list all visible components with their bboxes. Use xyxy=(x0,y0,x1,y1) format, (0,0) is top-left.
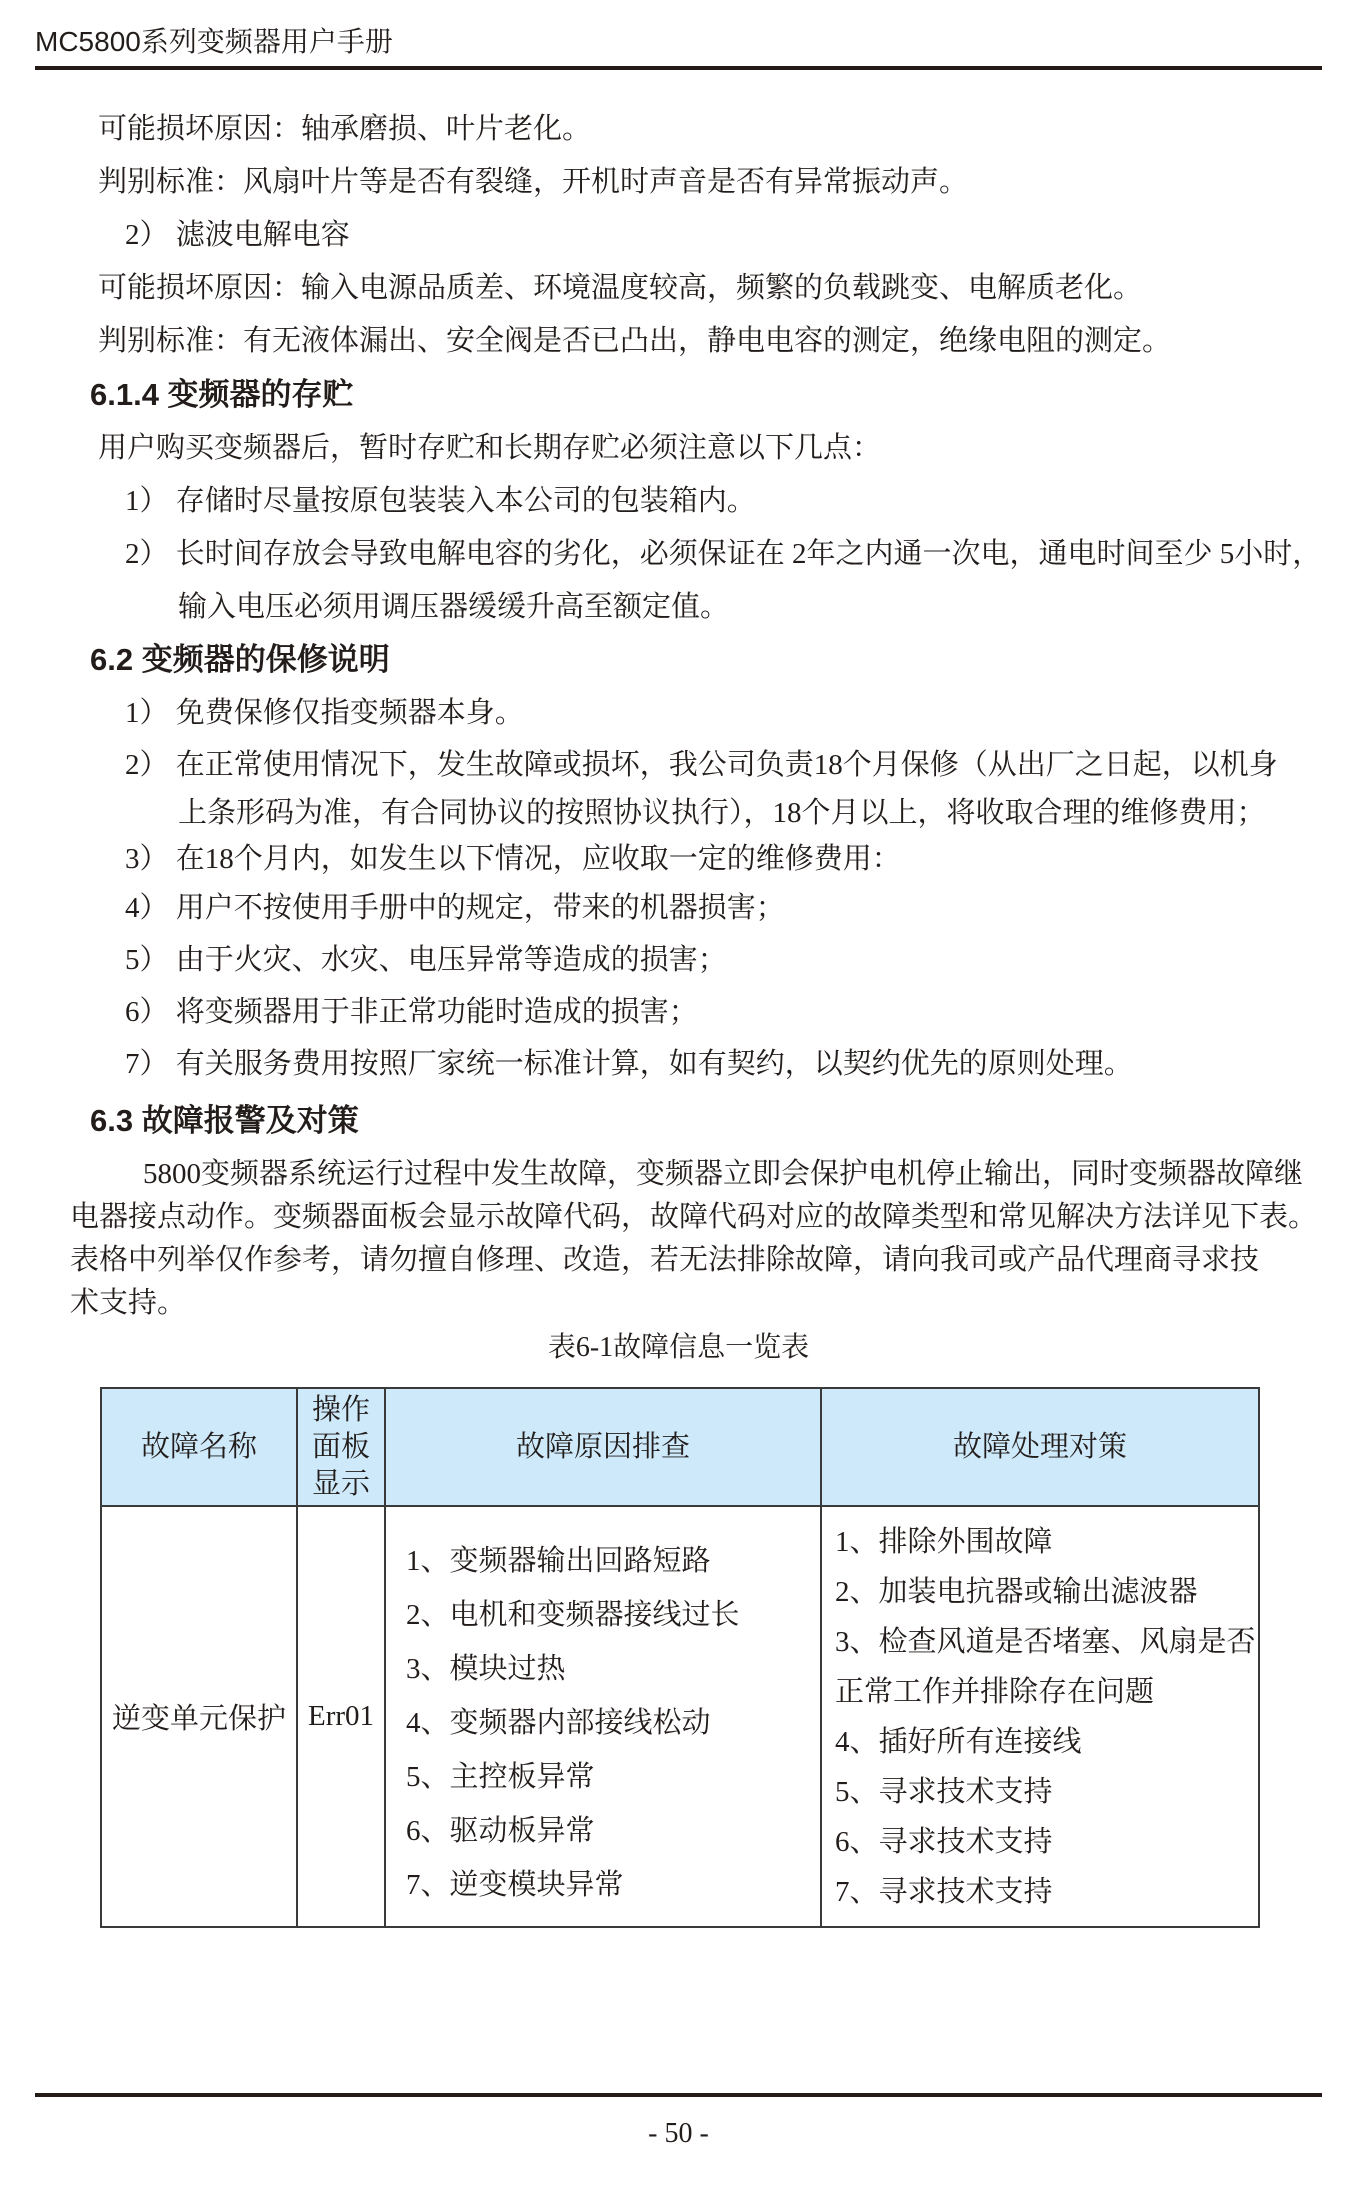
column-header-solution: 故障处理对策 xyxy=(821,1388,1259,1506)
table-row xyxy=(101,1506,1259,1927)
paragraph-damage-cause-1: 可能损坏原因：轴承磨损、叶片老化。 xyxy=(98,113,592,145)
column-header-panel-display: 操作面板显示 xyxy=(297,1388,385,1506)
cause-item: 3、模块过热 xyxy=(406,1652,566,1685)
solution-item: 5、寻求技术支持 xyxy=(835,1775,1053,1808)
fault-intro-line-3: 表格中列举仅作参考，请勿擅自修理、改造，若无法排除故障，请向我司或产品代理商寻求技 xyxy=(70,1244,1260,1276)
solution-item: 4、插好所有连接线 xyxy=(835,1725,1082,1758)
cause-item: 6、驱动板异常 xyxy=(406,1814,595,1847)
section-heading-6-3: 6.3 故障报警及对策 xyxy=(90,1103,359,1138)
solution-item: 6、寻求技术支持 xyxy=(835,1825,1053,1858)
fault-intro-line-2: 电器接点动作。变频器面板会显示故障代码，故障代码对应的故障类型和常见解决方法详见下表。 xyxy=(70,1201,1318,1233)
warranty-item-3: 3） 在18个月内，如发生以下情况，应收取一定的维修费用： xyxy=(125,843,901,875)
storage-item-2-line-2: 输入电压必须用调压器缓缓升高至额定值。 xyxy=(178,591,730,623)
page-header-title: MC5800系列变频器用户手册 xyxy=(35,26,393,57)
fault-info-table xyxy=(100,1387,1260,1928)
solution-item: 2、加装电抗器或输出滤波器 xyxy=(835,1575,1198,1608)
paragraph-criteria-2: 判别标准：有无液体漏出、安全阀是否已凸出，静电电容的测定，绝缘电阻的测定。 xyxy=(98,325,1172,357)
cause-item: 2、电机和变频器接线过长 xyxy=(406,1598,740,1631)
warranty-item-6: 6） 将变频器用于非正常功能时造成的损害； xyxy=(125,996,698,1028)
warranty-item-2-line-1: 2） 在正常使用情况下，发生故障或损坏，我公司负责18个月保修（从出厂之日起，以机身 xyxy=(125,749,1278,781)
solution-item: 1、排除外围故障 xyxy=(835,1525,1053,1558)
document-body xyxy=(0,103,1357,1928)
panel-display-cell: Err01 xyxy=(297,1506,385,1927)
warranty-item-4: 4） 用户不按使用手册中的规定，带来的机器损害； xyxy=(125,892,785,924)
section-heading-6-2: 6.2 变频器的保修说明 xyxy=(90,642,390,677)
warranty-item-7: 7） 有关服务费用按照厂家统一标准计算，如有契约，以契约优先的原则处理。 xyxy=(125,1048,1133,1080)
cause-item: 7、逆变模块异常 xyxy=(406,1868,624,1901)
paragraph-damage-cause-2: 可能损坏原因：输入电源品质差、环境温度较高，频繁的负载跳变、电解质老化。 xyxy=(98,272,1143,304)
table-header-row xyxy=(101,1388,1259,1506)
storage-item-2-line-1: 2） 长时间存放会导致电解电容的劣化，必须保证在 2年之内通一次电，通电时间至少 5小时， xyxy=(125,538,1322,570)
footer-rule xyxy=(35,2093,1322,2097)
solution-item: 3、检查风道是否堵塞、风扇是否正常工作并排除存在问题 xyxy=(835,1625,1256,1708)
cause-item: 1、变频器输出回路短路 xyxy=(406,1544,711,1577)
fault-intro-line-1: 5800变频器系统运行过程中发生故障，变频器立即会保护电机停止输出，同时变频器故障继 xyxy=(143,1158,1304,1190)
warranty-item-5: 5） 由于火灾、水灾、电压异常等造成的损害； xyxy=(125,944,727,976)
fault-name-cell: 逆变单元保护 xyxy=(101,1506,297,1927)
warranty-item-1: 1） 免费保修仅指变频器本身。 xyxy=(125,697,524,729)
fault-intro-line-4: 术支持。 xyxy=(70,1287,187,1319)
cause-item: 4、变频器内部接线松动 xyxy=(406,1706,711,1739)
list-item-filter-capacitor: 2） 滤波电解电容 xyxy=(125,219,350,251)
storage-intro: 用户购买变频器后，暂时存贮和长期存贮必须注意以下几点： xyxy=(98,432,882,464)
section-heading-6-1-4: 6.1.4 变频器的存贮 xyxy=(90,377,354,412)
solution-list-cell xyxy=(821,1506,1259,1927)
warranty-item-2-line-2: 上条形码为准，有合同协议的按照协议执行），18个月以上，将收取合理的维修费用； xyxy=(178,797,1266,829)
header-rule xyxy=(35,66,1322,70)
column-header-fault-name: 故障名称 xyxy=(101,1388,297,1506)
cause-list-cell xyxy=(385,1506,821,1927)
solution-item: 7、寻求技术支持 xyxy=(835,1875,1053,1908)
storage-item-1: 1） 存储时尽量按原包装装入本公司的包装箱内。 xyxy=(125,485,756,517)
column-header-cause-check: 故障原因排查 xyxy=(385,1388,821,1506)
table-caption: 表6-1故障信息一览表 xyxy=(547,1332,810,1363)
paragraph-criteria-1: 判别标准：风扇叶片等是否有裂缝，开机时声音是否有异常振动声。 xyxy=(98,166,969,198)
cause-item: 5、主控板异常 xyxy=(406,1760,595,1793)
page-number: - 50 - xyxy=(648,2118,709,2149)
